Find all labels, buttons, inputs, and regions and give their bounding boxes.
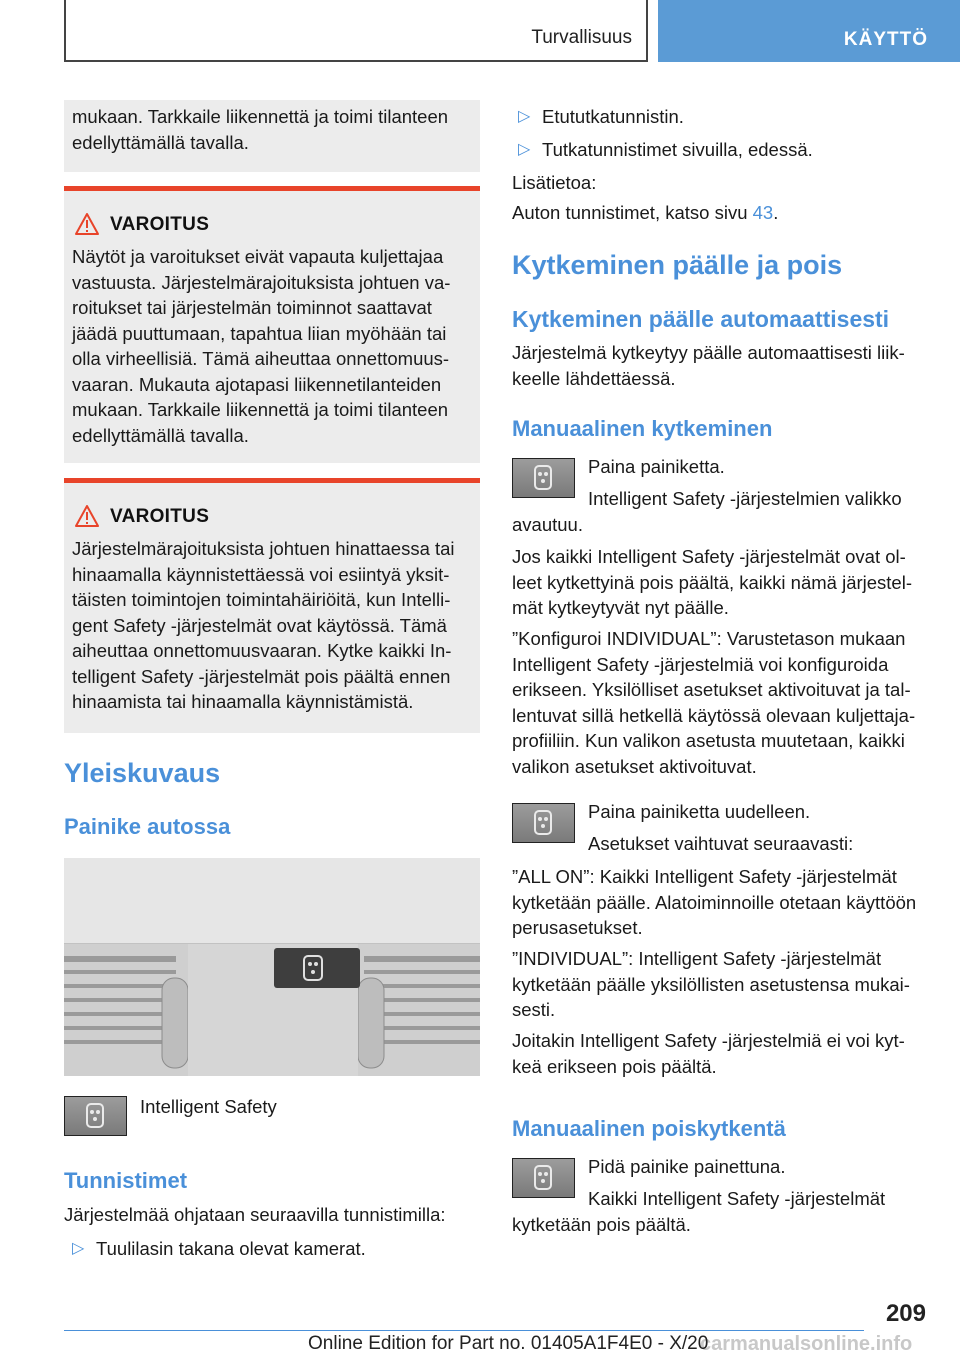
warning-line: roitukset tai järjestelmän toiminnot saattavat [72, 297, 432, 318]
auto-on-text: Järjestelmä kytkeytyy päälle automaattisesti liik- keelle lähdettäessä. [512, 342, 905, 389]
header-section-tab [64, 0, 648, 62]
intelligent-safety-button-image [512, 1158, 575, 1198]
step-result: Kaikki Intelligent Safety -järjestelmät [588, 1188, 886, 1209]
heading-auto-on: Kytkeminen päälle automaattisesti [512, 306, 890, 332]
sensors-intro: Järjestelmää ohjataan seuraavilla tunnistimilla: [64, 1204, 446, 1225]
sensor-item: Etututkatunnistin. [542, 106, 684, 127]
warning-line: vaaran. Mukauta ajotapasi liikennetilanteiden [72, 373, 442, 395]
warning-line: Näytöt ja varoitukset eivät vapauta kuljettajaa [72, 246, 444, 267]
heading-switch-on-off: Kytkeminen päälle ja pois [512, 250, 843, 280]
button-caption: Intelligent Safety [140, 1096, 277, 1117]
page-link[interactable]: 43 [752, 202, 774, 223]
paragraph: ”Konfiguroi INDIVIDUAL”: Varustetason mukaan Intelligent Safety -järjestelmiä voi konfiguroida erikseen. Yksilölliset asetukset aktivoituvat ja tal- lentuvat sillä hetkellä käytössä olevaan kuljettaja- profiiliin. Kun valikon asetusta muutetaan, kaikki valikon asetukset aktivoituvat. [512, 628, 916, 777]
sensor-item: Tuulilasin takana olevat kamerat. [96, 1238, 366, 1259]
warning-line: olla virheellisiä. Tämä aiheuttaa onnettomuus- [72, 348, 450, 369]
warning-line: telligent Safety -järjestelmät pois päältä ennen [72, 665, 451, 687]
more-info-text: Auton tunnistimet, katso sivu 43. [512, 202, 779, 223]
edition-text: Online Edition for Part no. 01405A1F4E0 - X/20 [308, 1333, 709, 1354]
step-text: Pidä painike painettuna. [588, 1156, 786, 1177]
step-result: Asetukset vaihtuvat seuraavasti: [588, 833, 854, 854]
warning-line: mukaan. Tarkkaile liikennettä ja toimi tilanteen [72, 399, 449, 420]
intelligent-safety-icon [513, 804, 573, 841]
footer-divider [64, 1330, 864, 1331]
heading-sensors: Tunnistimet [64, 1168, 188, 1193]
warning-line: Järjestelmärajoituksista johtuen hinattaessa tai [72, 538, 455, 559]
step-result: avautuu. [512, 514, 583, 535]
step-text: Paina painiketta uudelleen. [588, 801, 811, 822]
intelligent-safety-icon [65, 1097, 125, 1134]
paragraph: ”INDIVIDUAL”: Intelligent Safety -järjestelmät kytketään päälle yksilöllisten asetustensa mukai- sesti. [512, 948, 910, 1020]
intelligent-safety-button-image [512, 803, 575, 843]
intelligent-safety-icon [513, 1159, 573, 1196]
warning-triangle-icon [74, 504, 100, 528]
warning-title: VAROITUS [110, 214, 210, 235]
watermark: carmanualsonline.info [700, 1333, 913, 1355]
more-info-label: Lisätietoa: [512, 172, 597, 193]
warning-line: gent Safety -järjestelmät ovat käytössä. Tämä [72, 614, 447, 636]
continued-warning-text: mukaan. Tarkkaile liikennettä ja toimi tilanteen edellyttämällä tavalla. [72, 106, 449, 153]
header-section-title: Turvallisuus [531, 27, 632, 48]
warning-line: hinaamista tai hinaamalla käynnistämistä. [72, 691, 414, 712]
heading-overview: Yleiskuvaus [64, 758, 221, 788]
intelligent-safety-icon [513, 459, 573, 496]
sensor-item: Tutkatunnistimet sivuilla, edessä. [542, 139, 813, 160]
warning-line: hinaamalla käynnistettäessä voi esiintyä yksit- [72, 563, 450, 585]
paragraph: Jos kaikki Intelligent Safety -järjestelmät ovat ol- leet kytkettyinä pois päältä, kaikki nämä järjestel- mät kytkeytyvät nyt päälle. [512, 546, 912, 618]
heading-manual-off: Manuaalinen poiskytkentä [512, 1116, 786, 1141]
header-chapter-title: KÄYTTÖ [843, 29, 928, 50]
warning-title: VAROITUS [110, 506, 210, 527]
header-chapter-tab [658, 0, 960, 62]
car-console-photo [64, 858, 480, 1076]
step-result: Intelligent Safety -järjestelmien valikko [588, 488, 902, 509]
warning-text [72, 244, 472, 448]
warning-triangle-icon [74, 212, 100, 236]
bullet-icon: ▷ [518, 108, 531, 125]
paragraph: Joitakin Intelligent Safety -järjestelmiä ei voi kyt- keä erikseen pois päältä. [512, 1030, 905, 1077]
step-result: kytketään pois päältä. [512, 1214, 691, 1235]
warning-line: vastuusta. Järjestelmärajoituksista johtuen va- [72, 271, 451, 293]
warning-line: täisten toimintojen toimintahäiriöitä, kun Intelli- [72, 589, 451, 610]
warning-line: edellyttämällä tavalla. [72, 424, 249, 446]
bullet-icon: ▷ [72, 1240, 85, 1257]
warning-line: jäädä puuttumaan, tapahtua liian myöhään tai [72, 322, 447, 344]
step-text: Paina painiketta. [588, 456, 725, 477]
heading-manual-on: Manuaalinen kytkeminen [512, 416, 773, 441]
warning-text [72, 536, 472, 715]
intelligent-safety-button-image [512, 458, 575, 498]
warning-line: aiheuttaa onnettomuusvaaran. Kytke kaikki In- [72, 640, 452, 661]
page-number: 209 [885, 1300, 926, 1327]
intelligent-safety-button-image [64, 1096, 127, 1136]
paragraph: ”ALL ON”: Kaikki Intelligent Safety -järjestelmät kytketään päälle. Alatoiminnoille otetaan käyttöön perusasetukset. [512, 866, 917, 938]
heading-button-in-car: Painike autossa [64, 814, 231, 839]
bullet-icon: ▷ [518, 141, 531, 158]
